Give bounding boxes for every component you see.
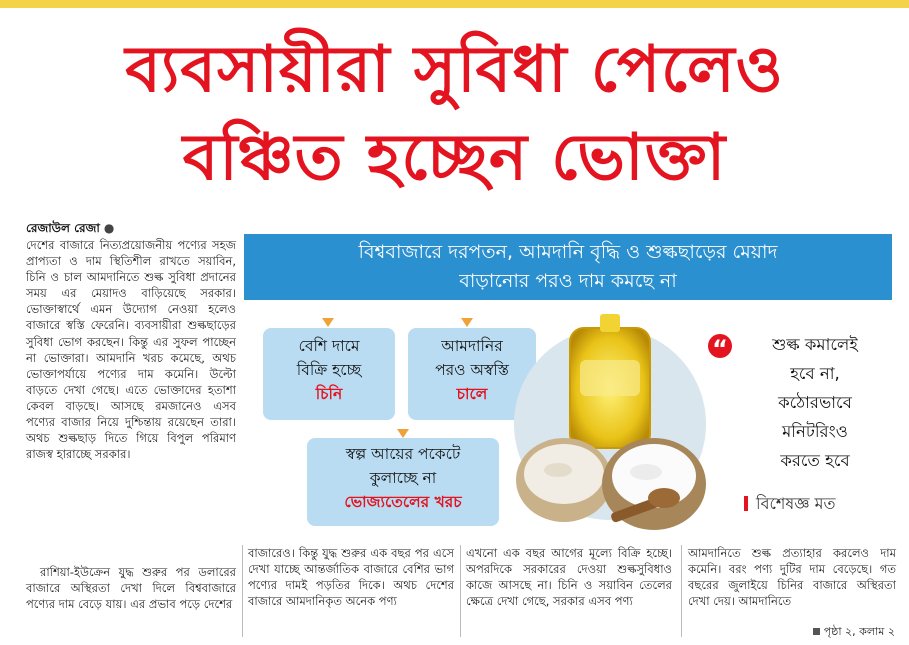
headline-line-1: ব্যবসায়ীরা সুবিধা পেলেও: [125, 33, 784, 107]
commodities-photo: [514, 308, 706, 540]
attribution-bar: [744, 496, 748, 511]
info-box-highlight: ভোজ্যতেলের খরচ: [344, 493, 462, 511]
pointer-triangle-icon: [322, 318, 334, 327]
quote-line: মনিটরিংও: [782, 422, 848, 441]
quote-line: শুল্ক কমালেই: [772, 335, 858, 354]
info-box-line: কুলাচ্ছে না: [369, 469, 437, 487]
top-color-bar: [0, 0, 909, 8]
bullet-icon: ●: [103, 221, 115, 235]
column-divider: [242, 545, 243, 637]
rice-sack-icon: [516, 438, 612, 522]
article-column-4: আমদানিতে শুল্ক প্রত্যাহার করলেও দাম কমেনি। বরং পণ্য দুটির দাম বেড়েছে। গত বছরের জুলাইয়ে চিনির বাজারে অস্থিরতা দেখা দেয়। আমদানিতে: [688, 546, 896, 609]
info-box-highlight: চালে: [456, 385, 488, 403]
info-box-line: আমদানির: [441, 337, 503, 355]
column-divider: [681, 545, 682, 637]
article-column-1: [26, 237, 236, 462]
attribution-text: বিশেষজ্ঞ মত: [756, 494, 836, 513]
info-box-line: পরও অস্বস্তি: [435, 361, 509, 379]
info-box-line: বিক্রি হচ্ছে: [296, 361, 362, 379]
quote-line: হবে না,: [790, 364, 840, 383]
info-box-line: বেশি দামে: [298, 337, 360, 355]
info-box-highlight: চিনি: [315, 385, 343, 403]
article-paragraph-1: দেশের বাজারে নিত্যপ্রয়োজনীয় পণ্যের সহজ প্রাপ্যতা ও দাম স্থিতিশীল রাখতে সয়াবিন, চিনি ও চাল আমদানিতে শুল্ক সুবিধা প্রদানের সময় এর মেয়াদও বাড়িয়েছে সরকার। ভোক্তাস্বার্থে এমন উদ্যোগ নেওয়া হলেও বাজারে স্বস্তি ফেরেনি। ব্যবসায়ীরা শুল্কছাড়ের সুবিধা ভোগ করছেন। কিন্তু এর সুফল পাচ্ছেন না ভোক্তারা। আমদানি খরচ কমেছে, অথচ ভোক্তাপর্যায়ে পণ্যের দাম কমেনি। উল্টো বাড়তে দেখা গেছে। এতে ভোক্তাদের হতাশা কেবল বাড়ছে। আসছে রমজানেও এসব পণ্যের বাজার নিয়ে দুশ্চিন্তায় রয়েছেন তারা। অথচ শুল্কছাড় দিতে গিয়ে বিপুল পরিমাণ রাজস্ব হারাচ্ছে সরকার।: [26, 238, 236, 462]
column-divider: [460, 545, 461, 637]
article-column-1-continued: [26, 564, 236, 612]
quote-attribution: [744, 491, 836, 518]
quote-text: [730, 330, 900, 475]
square-bullet-icon: [813, 628, 820, 635]
article-paragraph-2: রাশিয়া-ইউক্রেন যুদ্ধ শুরুর পর ডলারের বাজারে অস্থিরতা দেখা দিলে বিশ্ববাজারে পণ্যের দাম বেড়ে যায়। এর প্রভাব পড়ে দেশের: [26, 565, 236, 612]
article-column-3: এখনো এক বছর আগের মূল্যে বিক্রি হচ্ছে। অপরদিকে সরকারের দেওয়া শুল্কসুবিধাও কাজে আসছে না। চিনি ও সয়াবিন তেলের ক্ষেত্রে দেখা গেছে, সরকার এসব পণ্য: [466, 546, 672, 609]
pointer-triangle-icon: [461, 318, 473, 327]
quote-mark-icon: “: [708, 334, 732, 358]
headline-line-2: বঞ্চিত হচ্ছেন ভোক্তা: [182, 121, 727, 195]
quote-line: কঠোরভাবে: [778, 393, 852, 412]
info-box-sugar: [263, 328, 395, 420]
info-box-line: স্বল্প আয়ের পকেটে: [345, 445, 461, 463]
banner-line-2: বাড়ানোর পরও দাম কমছে না: [459, 270, 677, 292]
banner-line-1: বিশ্ববাজারে দরপতন, আমদানি বৃদ্ধি ও শুল্কছাড়ের মেয়াদ: [358, 241, 778, 263]
pointer-triangle-icon: [397, 429, 409, 438]
oil-bottle-icon: [570, 314, 650, 448]
continuation-note: [813, 623, 895, 642]
article-column-2: বাজারেও। কিন্তু যুদ্ধ শুরুর এক বছর পর এসে দেখা যাচ্ছে আন্তর্জাতিক বাজারে বেশির ভাগ পণ্যের দামই পড়তির দিকে। অথচ দেশের বাজারে আমদানিকৃত অনেক পণ্য: [248, 546, 454, 609]
author-name: রেজাউল রেজা: [26, 221, 100, 235]
continuation-text: পৃষ্ঠা ২, কলাম ২: [823, 625, 895, 638]
summary-banner: [244, 234, 892, 300]
quote-line: করতে হবে: [780, 451, 850, 470]
info-box-oil: [307, 438, 499, 526]
